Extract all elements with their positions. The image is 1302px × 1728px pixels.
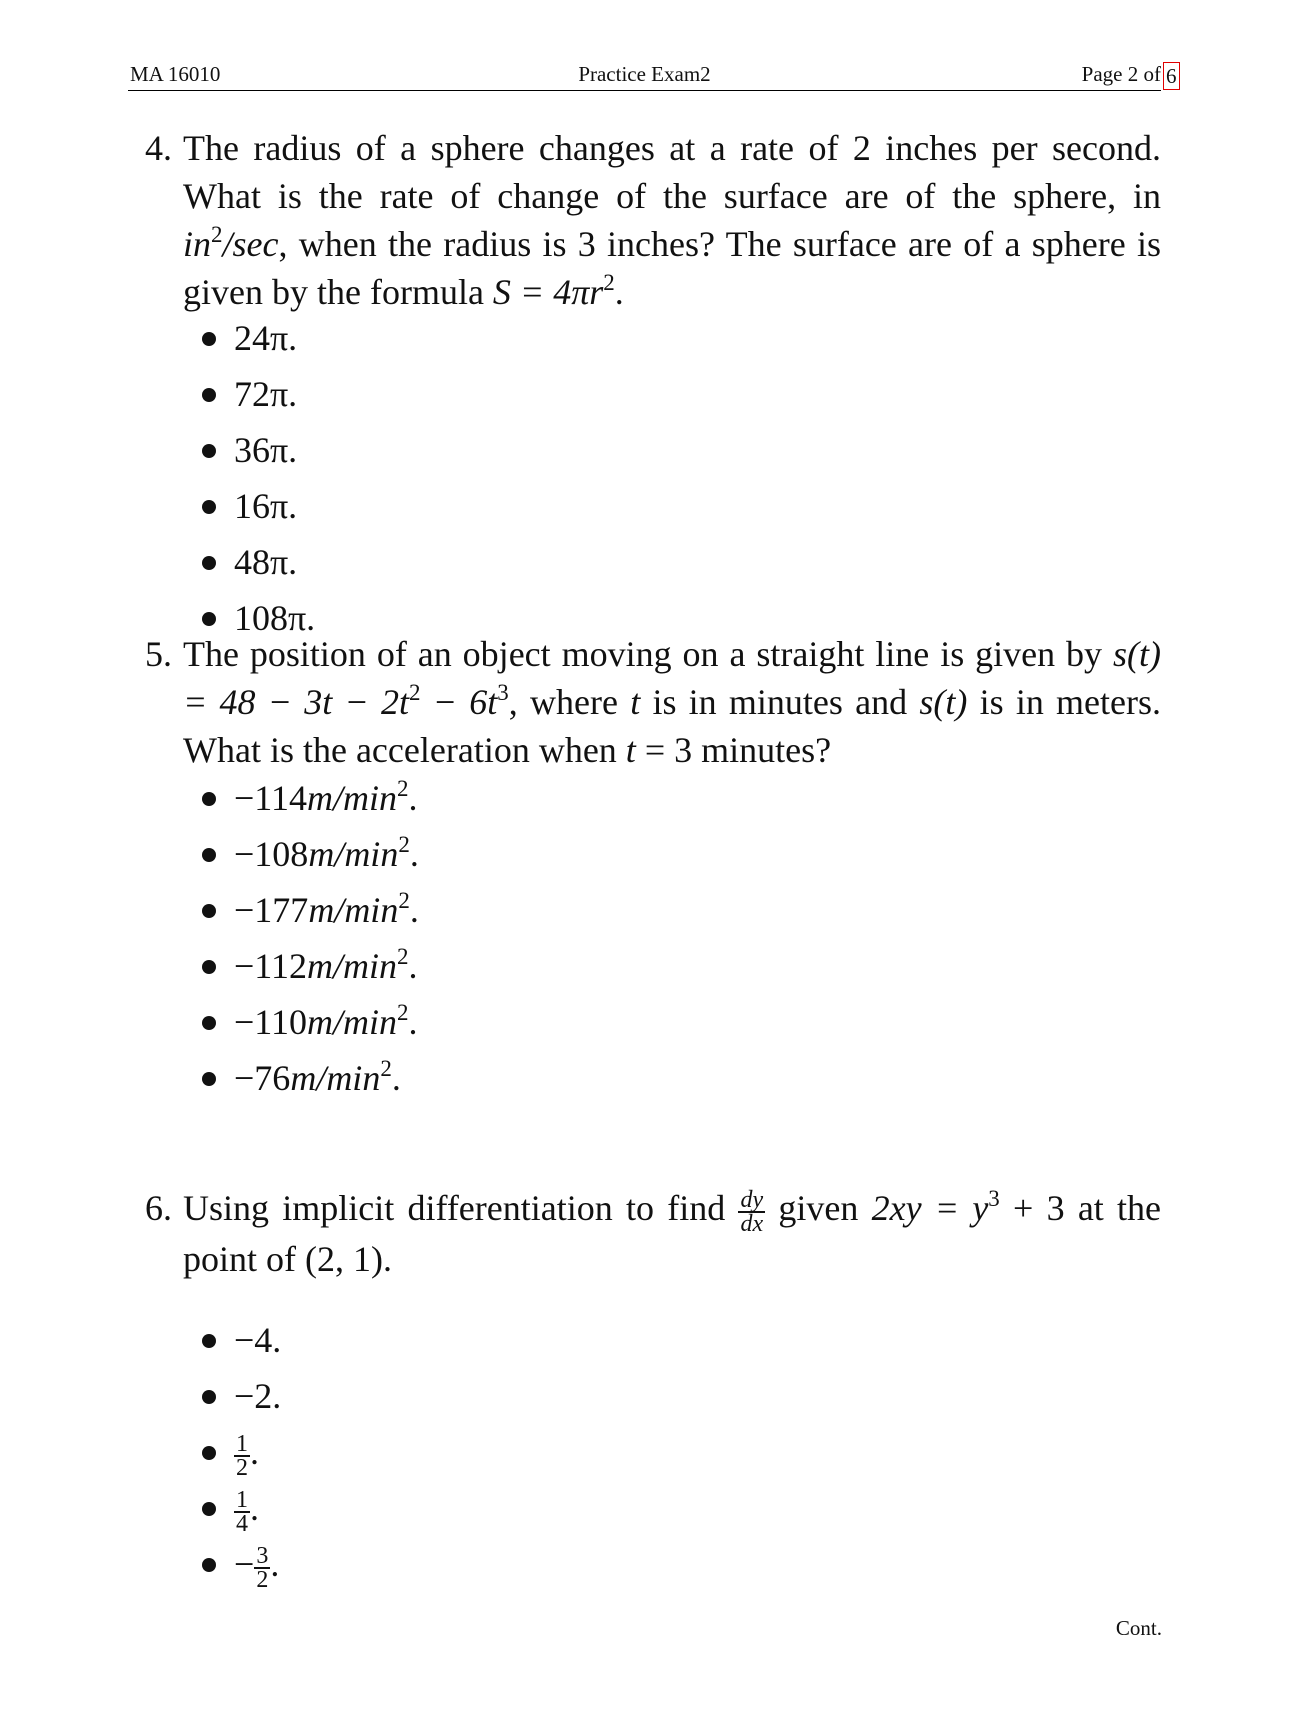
answer-option[interactable]: $\frac{1}{4}$ . <box>200 1480 281 1536</box>
question-4 <box>145 124 1161 316</box>
course-code: MA 16010 <box>130 62 221 86</box>
question-4-options <box>200 310 315 646</box>
answer-option[interactable]: $-112m/\min^2$. <box>200 938 419 994</box>
answer-option[interactable]: 24π. <box>200 310 315 366</box>
answer-option[interactable]: −2. <box>200 1368 281 1424</box>
answer-option[interactable]: $-114m/\min^2$. <box>200 770 419 826</box>
page-number: Page 2 of 6 <box>1082 62 1161 87</box>
answer-option[interactable]: 48π. <box>200 534 315 590</box>
fraction: $\frac{1}{2}$ <box>236 1430 248 1481</box>
question-text: Using implicit differentiation to find $\frac{dy}{dx}$ given $2xy = y^3 + 3$ at the point of (2, 1). <box>183 1186 1162 1279</box>
question-text: The position of an object moving on a straight line is given by $s(t) = 48 - 3t - 2t^2 - 6t^3$, where t is in minutes and s(t) is in meters. What is the acceleration when t = 3 minutes? <box>183 634 1162 770</box>
answer-option[interactable]: $\frac{1}{2}$ . <box>200 1424 281 1480</box>
answer-option[interactable]: $-108m/\min^2$. <box>200 826 419 882</box>
question-number: 6. <box>145 1188 172 1228</box>
question-6 <box>145 1184 1161 1283</box>
fraction: $\frac{3}{2}$ <box>256 1542 269 1593</box>
question-text: The radius of a sphere changes at a rate of 2 inches per second. What is the rate of change of the surface are of the sphere, in $in^2/\sec$, when the radius is 3 inches? The surface are of a sphere is given by the formula $S = 4\pi r^2$. <box>183 128 1161 312</box>
derivative-fraction: $\frac{dy}{dx}$ <box>740 1186 764 1237</box>
answer-option[interactable]: 108π. <box>200 590 315 646</box>
answer-option[interactable]: $-177m/\min^2$. <box>200 882 419 938</box>
answer-option[interactable]: −4. <box>200 1312 281 1368</box>
page-total-link[interactable]: 6 <box>1163 62 1180 90</box>
answer-option[interactable]: − $\frac{3}{2}$ . <box>200 1536 281 1592</box>
question-number: 4. <box>145 128 172 168</box>
page-header <box>128 62 1177 91</box>
question-5-options <box>200 770 419 1106</box>
exam-title: Practice Exam2 <box>578 62 711 86</box>
question-5 <box>145 630 1161 774</box>
answer-option[interactable]: 16π. <box>200 478 315 534</box>
answer-option[interactable]: $-76m/\min^2$. <box>200 1050 419 1106</box>
answer-option[interactable]: 36π. <box>200 422 315 478</box>
continued-note: Cont. <box>1115 1616 1162 1640</box>
question-number: 5. <box>145 634 172 674</box>
answer-option[interactable]: 72π. <box>200 366 315 422</box>
question-6-options <box>200 1312 281 1592</box>
answer-option[interactable]: $-110m/\min^2$. <box>200 994 419 1050</box>
fraction: $\frac{1}{4}$ <box>236 1486 248 1537</box>
